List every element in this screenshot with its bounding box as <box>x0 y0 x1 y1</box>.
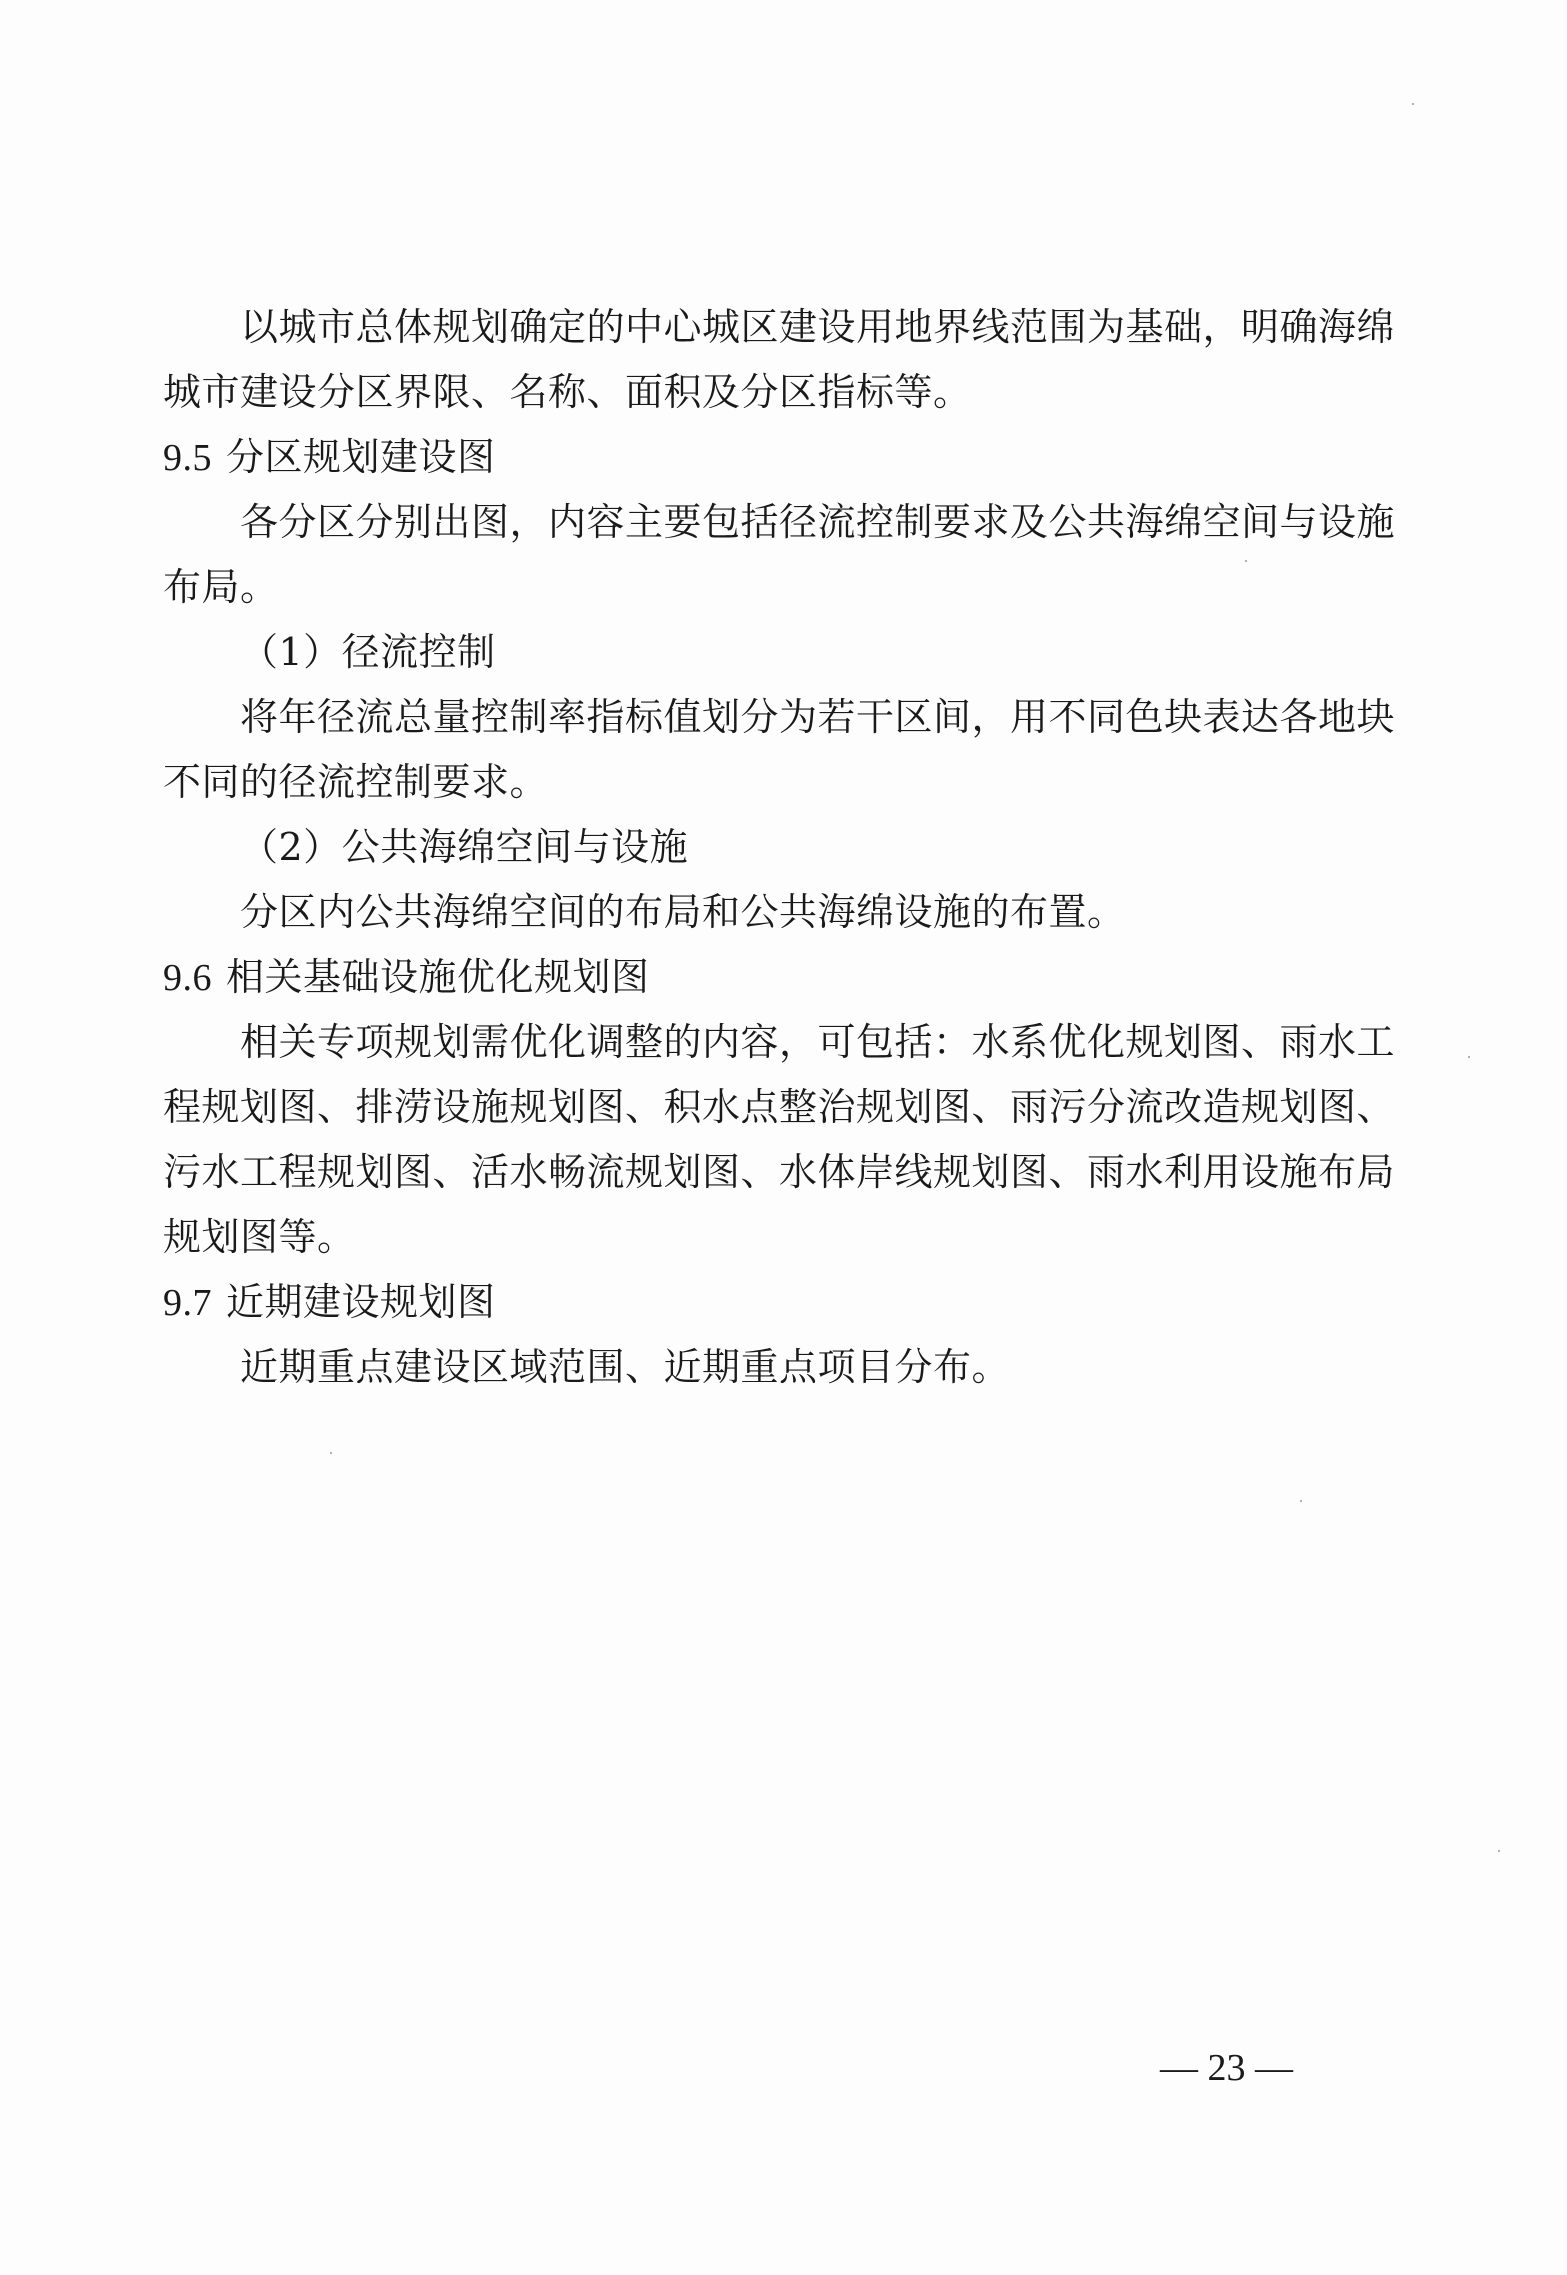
paragraph-line: 规划图等。 <box>163 1215 356 1259</box>
section-heading-9-7 <box>163 1280 496 1325</box>
subsection-title: （1）径流控制 <box>240 630 496 674</box>
section-heading-9-5 <box>163 435 496 480</box>
paragraph-line: 布局。 <box>163 565 279 609</box>
section-title: 分区规划建设图 <box>226 435 496 479</box>
scan-speck <box>1300 1500 1302 1502</box>
paragraph-line: 将年径流总量控制率指标值划分为若干区间，用不同色块表达各地块 <box>240 695 1396 739</box>
scan-speck <box>330 1452 332 1454</box>
paragraph-line: 相关专项规划需优化调整的内容，可包括：水系优化规划图、雨水工 <box>240 1020 1396 1064</box>
paragraph-line: 各分区分别出图，内容主要包括径流控制要求及公共海绵空间与设施 <box>240 500 1396 544</box>
page-number: — 23 — <box>1160 2047 1293 2089</box>
section-number: 9.6 <box>163 957 212 999</box>
scan-speck <box>1468 1056 1470 1058</box>
scan-speck <box>1498 1850 1500 1852</box>
section-title: 近期建设规划图 <box>226 1280 496 1324</box>
scan-speck <box>1412 103 1414 105</box>
section-title: 相关基础设施优化规划图 <box>226 955 650 999</box>
paragraph-line: 污水工程规划图、活水畅流规划图、水体岸线规划图、雨水利用设施布局 <box>163 1150 1396 1194</box>
section-heading-9-6 <box>163 955 650 1000</box>
paragraph-line: 程规划图、排涝设施规划图、积水点整治规划图、雨污分流改造规划图、 <box>163 1085 1396 1129</box>
subsection-title: （2）公共海绵空间与设施 <box>240 825 689 869</box>
paragraph-line: 不同的径流控制要求。 <box>163 760 549 804</box>
section-number: 9.7 <box>163 1282 212 1324</box>
section-number: 9.5 <box>163 437 212 479</box>
paragraph-line: 分区内公共海绵空间的布局和公共海绵设施的布置。 <box>240 890 1126 934</box>
paragraph-line: 城市建设分区界限、名称、面积及分区指标等。 <box>163 370 972 414</box>
scan-speck <box>1245 560 1247 562</box>
paragraph-line: 近期重点建设区域范围、近期重点项目分布。 <box>240 1345 1011 1389</box>
paragraph-line: 以城市总体规划确定的中心城区建设用地界线范围为基础，明确海绵 <box>240 305 1396 349</box>
